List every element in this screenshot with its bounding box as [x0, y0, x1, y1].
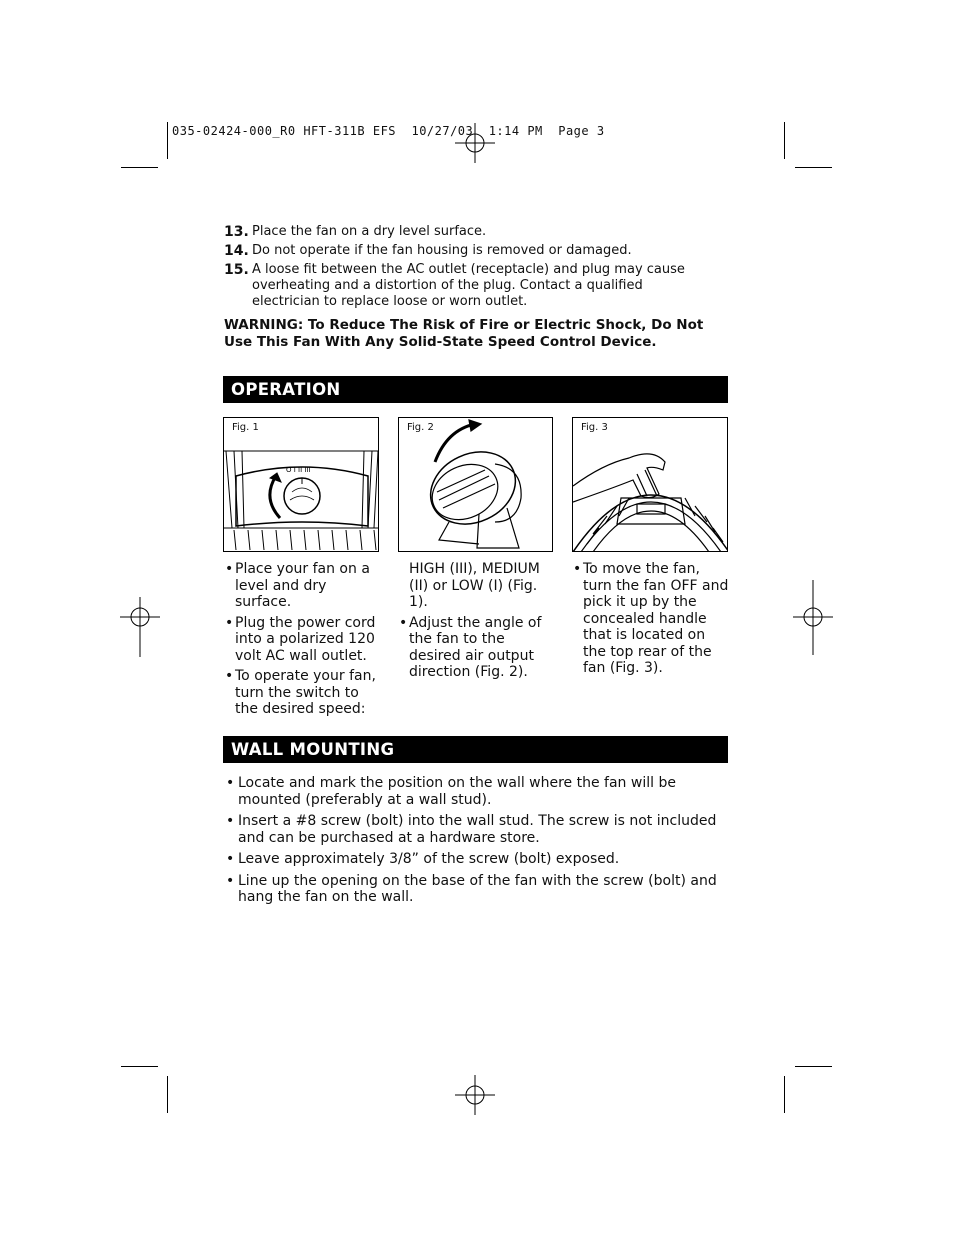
continued-text: HIGH (III), MEDIUM (II) or LOW (I) (Fig. 1). [409, 561, 540, 610]
crop-mark [784, 1076, 785, 1113]
crop-mark [121, 167, 158, 168]
numbered-safety-list [224, 224, 734, 313]
item-text: A loose fit between the AC outlet (receptacle) and plug may cause overheating and a distortion of the plug. Contact a qualified electrician to replace loose or worn outlet. [252, 262, 685, 309]
registration-mark-icon [120, 597, 160, 657]
figure-2 [398, 417, 553, 552]
list-item [399, 615, 554, 681]
bullet-text: To operate your fan, turn the switch to the desired speed: [235, 668, 376, 717]
bullet-text: Leave approximately 3/8” of the screw (bolt) exposed. [238, 851, 620, 867]
list-item [225, 561, 385, 611]
bullet-dot: • [225, 614, 234, 631]
item-number: 15. [224, 262, 249, 278]
item-number: 13. [224, 224, 249, 240]
bullet-text: Line up the opening on the base of the fan with the screw (bolt) and hang the fan on the wall. [238, 872, 717, 905]
figure-label: Fig. 1 [232, 422, 259, 433]
list-item [226, 813, 726, 846]
bullet-dot: • [225, 561, 234, 577]
bullet-text: Plug the power cord into a polarized 120 volt AC wall outlet. [235, 614, 376, 664]
list-item [225, 668, 385, 718]
wall-mounting-list [226, 775, 726, 911]
bullet-dot: • [226, 851, 235, 867]
print-slug: 035-02424-000_R0 HFT-311B EFS 10/27/03 1:14 PM Page 3 [172, 124, 605, 138]
figure-label: Fig. 2 [407, 422, 434, 433]
crop-mark [784, 122, 785, 159]
bullet-dot: • [226, 872, 235, 889]
crop-mark [795, 1066, 832, 1067]
list-item [224, 243, 734, 259]
operation-column-2 [399, 561, 554, 685]
bullet-dot: • [225, 668, 234, 684]
registration-mark-icon [455, 1075, 495, 1115]
crop-mark [795, 167, 832, 168]
operation-column-1 [225, 561, 385, 722]
crop-mark [167, 1076, 168, 1113]
section-heading-wall-mounting: WALL MOUNTING [223, 736, 728, 763]
list-item [225, 615, 385, 665]
bullet-text: Adjust the angle of the fan to the desired air output direction (Fig. 2). [409, 614, 542, 680]
item-number: 14. [224, 243, 249, 259]
list-item [224, 224, 734, 240]
bullet-text: Place your fan on a level and dry surface. [235, 561, 370, 610]
item-text: Do not operate if the fan housing is removed or damaged. [252, 243, 632, 258]
operation-column-3 [573, 561, 731, 681]
warning-text: WARNING: To Reduce The Risk of Fire or Electric Shock, Do Not Use This Fan With Any Solid-State Speed Control Device. [224, 317, 704, 350]
dial-marks: O I II III [286, 466, 311, 474]
list-item [226, 873, 726, 906]
section-heading-operation: OPERATION [223, 376, 728, 403]
bullet-text: Insert a #8 screw (bolt) into the wall stud. The screw is not included and can be purchased at a hardware store. [238, 813, 717, 846]
registration-mark-icon [793, 580, 833, 655]
list-item [573, 561, 731, 677]
item-text: Place the fan on a dry level surface. [252, 224, 487, 239]
registration-mark-icon [455, 123, 495, 163]
speed-dial-icon [224, 418, 379, 552]
bullet-dot: • [226, 813, 235, 829]
bullet-text: To move the fan, turn the fan OFF and pick it up by the concealed handle that is located on the top rear of the fan (Fig. 3). [583, 561, 729, 676]
list-item [226, 851, 726, 868]
bullet-dot: • [226, 775, 235, 791]
figure-label: Fig. 3 [581, 422, 608, 433]
bullet-dot: • [399, 614, 408, 631]
list-item [224, 262, 734, 310]
figure-1 [223, 417, 379, 552]
hand-handle-icon [573, 418, 728, 552]
bullet-dot: • [573, 561, 582, 577]
crop-mark [167, 122, 168, 159]
bullet-text: Locate and mark the position on the wall where the fan will be mounted (preferably at a wall stud). [238, 775, 676, 808]
tilting-fan-icon [399, 418, 553, 552]
list-item [226, 775, 726, 808]
crop-mark [121, 1066, 158, 1067]
figure-3 [572, 417, 728, 552]
